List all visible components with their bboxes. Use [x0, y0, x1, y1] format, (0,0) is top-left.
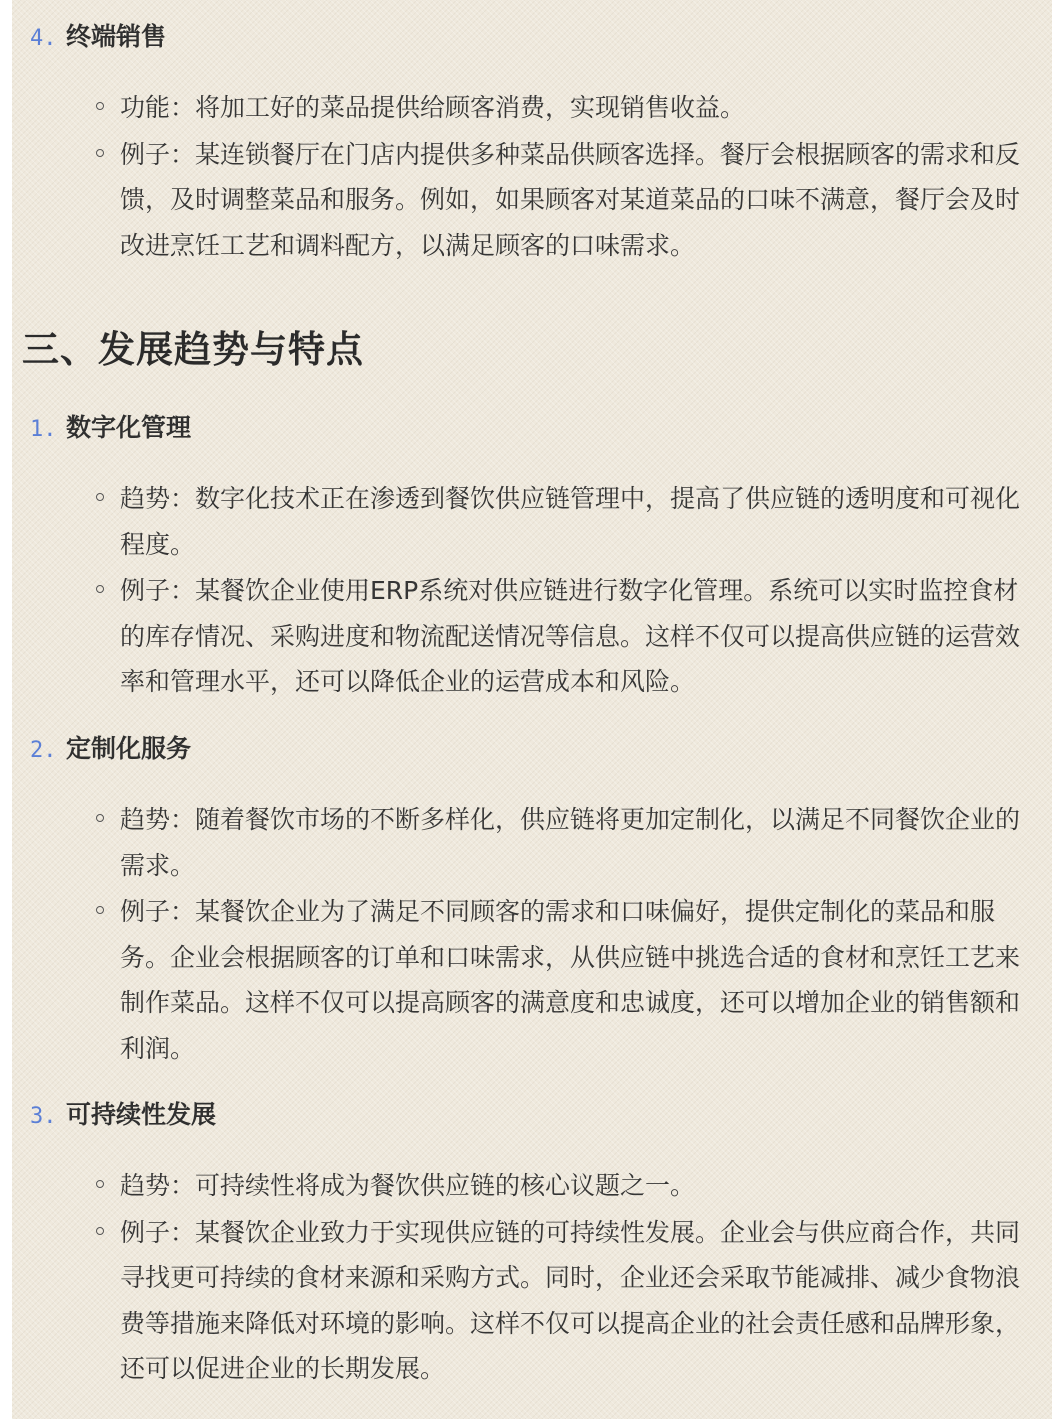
- bullet-list-terminal-sales: [96, 85, 1026, 269]
- bullet-list-customized-service: [96, 797, 1026, 1072]
- list-number: 1.: [30, 417, 57, 442]
- sub-heading-terminal-sales: [30, 20, 166, 56]
- sub-heading-text: 可持续性发展: [66, 1100, 217, 1129]
- list-item: [96, 889, 1026, 1071]
- list-item-text: 功能：将加工好的菜品提供给顾客消费，实现销售收益。: [120, 93, 746, 122]
- list-item: [96, 797, 1026, 888]
- list-number: 2.: [30, 738, 57, 763]
- list-item: [96, 132, 1026, 269]
- sub-heading-customized-service: [30, 732, 191, 768]
- bullet-circle-icon: [96, 906, 104, 914]
- list-item-text: 趋势：可持续性将成为餐饮供应链的核心议题之一。: [120, 1171, 696, 1200]
- bullet-circle-icon: [96, 1227, 104, 1235]
- list-item-text: 趋势：随着餐饮市场的不断多样化，供应链将更加定制化，以满足不同餐饮企业的需求。: [120, 805, 1021, 880]
- list-item-text: 例子：某餐饮企业致力于实现供应链的可持续性发展。企业会与供应商合作，共同寻找更可持续的食材来源和采购方式。同时，企业还会采取节能减排、减少食物浪费等措施来降低对环境的影响。这样不仅可以提高企业的社会责任感和品牌形象，还可以促进企业的长期发展。: [120, 1217, 1021, 1383]
- bullet-circle-icon: [96, 1180, 104, 1188]
- list-item: [96, 85, 1026, 131]
- bullet-list-digital-management: [96, 476, 1026, 706]
- list-number: 4.: [30, 26, 57, 51]
- bullet-circle-icon: [96, 585, 104, 593]
- list-item: [96, 476, 1026, 567]
- bullet-circle-icon: [96, 814, 104, 822]
- sub-heading-text: 定制化服务: [66, 734, 192, 763]
- list-item-text: 例子：某餐饮企业使用ERP系统对供应链进行数字化管理。系统可以实时监控食材的库存情况、采购进度和物流配送情况等信息。这样不仅可以提高供应链的运营效率和管理水平，还可以降低企业的运营成本和风险。: [120, 576, 1021, 696]
- sub-heading-text: 终端销售: [66, 22, 167, 51]
- section-title: 三、发展趋势与特点: [22, 328, 364, 371]
- list-item-text: 趋势：数字化技术正在渗透到餐饮供应链管理中，提高了供应链的透明度和可视化程度。: [120, 484, 1021, 559]
- list-item: [96, 568, 1026, 705]
- bullet-list-sustainable-development: [96, 1163, 1026, 1393]
- list-number: 3.: [30, 1104, 57, 1129]
- sub-heading-text: 数字化管理: [66, 413, 192, 442]
- list-item-text: 例子：某餐饮企业为了满足不同顾客的需求和口味偏好，提供定制化的菜品和服务。企业会根据顾客的订单和口味需求，从供应链中挑选合适的食材和烹饪工艺来制作菜品。这样不仅可以提高顾客的满意度和忠诚度，还可以增加企业的销售额和利润。: [120, 897, 1021, 1063]
- list-item: [96, 1210, 1026, 1392]
- bullet-circle-icon: [96, 493, 104, 501]
- sub-heading-digital-management: [30, 411, 191, 447]
- document-page: [12, 0, 1052, 1419]
- bullet-circle-icon: [96, 102, 104, 110]
- sub-heading-sustainable-development: [30, 1098, 216, 1134]
- list-item-text: 例子：某连锁餐厅在门店内提供多种菜品供顾客选择。餐厅会根据顾客的需求和反馈，及时调整菜品和服务。例如，如果顾客对某道菜品的口味不满意，餐厅会及时改进烹饪工艺和调料配方，以满足顾客的口味需求。: [120, 139, 1021, 260]
- list-item: [96, 1163, 1026, 1209]
- bullet-circle-icon: [96, 149, 104, 157]
